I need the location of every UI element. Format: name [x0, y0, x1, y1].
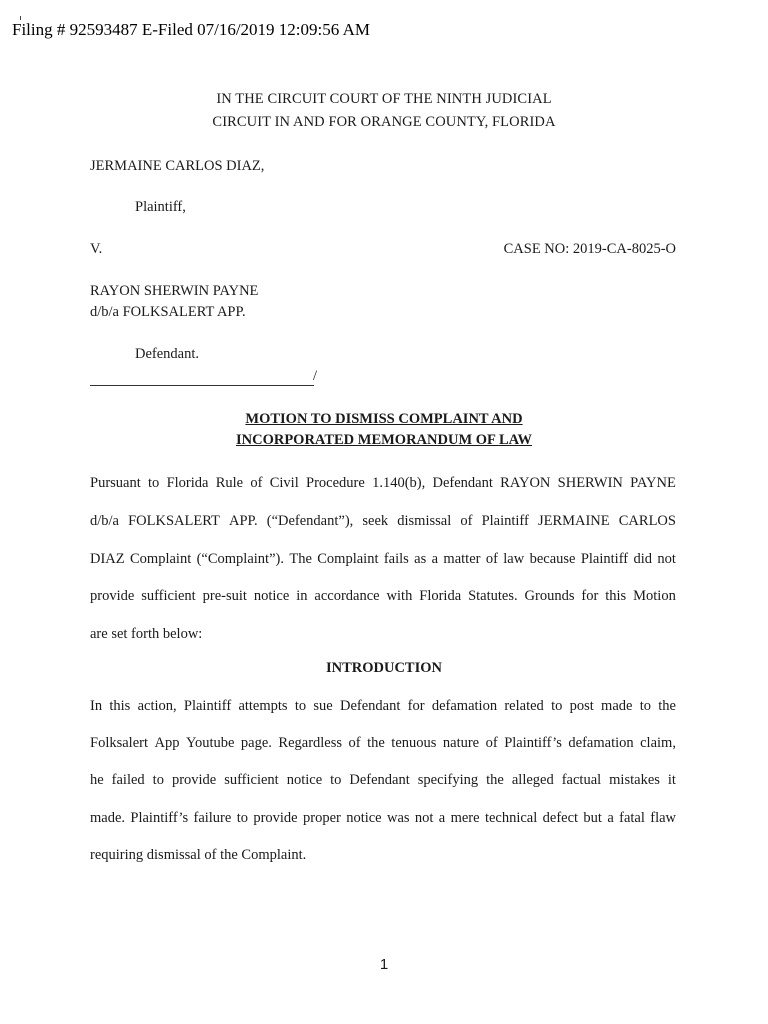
court-name-line-2: CIRCUIT IN AND FOR ORANGE COUNTY, FLORIDA — [212, 114, 556, 130]
introduction-paragraph-line: he failed to provide sufficient notice to Defendant specifying the alleged factual mistakes it — [90, 772, 676, 788]
introduction-heading: INTRODUCTION — [325, 660, 442, 676]
defendant-dba: d/b/a FOLKSALERT APP. — [90, 304, 246, 320]
plaintiff-name: JERMAINE CARLOS DIAZ, — [90, 158, 265, 174]
caption-divider-line — [90, 385, 314, 386]
introduction-paragraph-line: In this action, Plaintiff attempts to sue Defendant for defamation related to post made to the — [90, 698, 676, 714]
introduction-paragraph-line: Folksalert App Youtube page. Regardless of the tenuous nature of Plaintiff’s defamation claim, — [90, 735, 676, 751]
motion-title-line-1: MOTION TO DISMISS COMPLAINT AND — [245, 411, 523, 427]
defendant-name: RAYON SHERWIN PAYNE — [90, 283, 259, 299]
case-number: CASE NO: 2019-CA-8025-O — [503, 241, 676, 257]
filing-stamp: Filing # 92593487 E-Filed 07/16/2019 12:09:56 AM — [12, 20, 370, 39]
plaintiff-role: Plaintiff, — [135, 199, 186, 215]
intro-paragraph-line: DIAZ Complaint (“Complaint”). The Complaint fails as a matter of law because Plaintiff did not — [90, 551, 676, 567]
intro-paragraph-line: d/b/a FOLKSALERT APP. (“Defendant”), seek dismissal of Plaintiff JERMAINE CARLOS — [90, 513, 676, 529]
intro-paragraph-line: are set forth below: — [90, 626, 203, 642]
intro-paragraph-line: Pursuant to Florida Rule of Civil Procedure 1.140(b), Defendant RAYON SHERWIN PAYNE — [90, 475, 676, 491]
page-number: 1 — [379, 956, 389, 973]
caption-slash: / — [313, 368, 318, 384]
introduction-paragraph-line: requiring dismissal of the Complaint. — [90, 847, 307, 863]
introduction-paragraph-line: made. Plaintiff’s failure to provide proper notice was not a mere technical defect but a fatal flaw — [90, 810, 676, 826]
court-name-line-1: IN THE CIRCUIT COURT OF THE NINTH JUDICIAL — [216, 91, 552, 107]
motion-title-line-2: INCORPORATED MEMORANDUM OF LAW — [235, 432, 533, 448]
versus: V. — [90, 241, 103, 257]
defendant-role: Defendant. — [135, 346, 200, 362]
intro-paragraph-line: provide sufficient pre-suit notice in accordance with Florida Statutes. Grounds for this Motion — [90, 588, 676, 604]
